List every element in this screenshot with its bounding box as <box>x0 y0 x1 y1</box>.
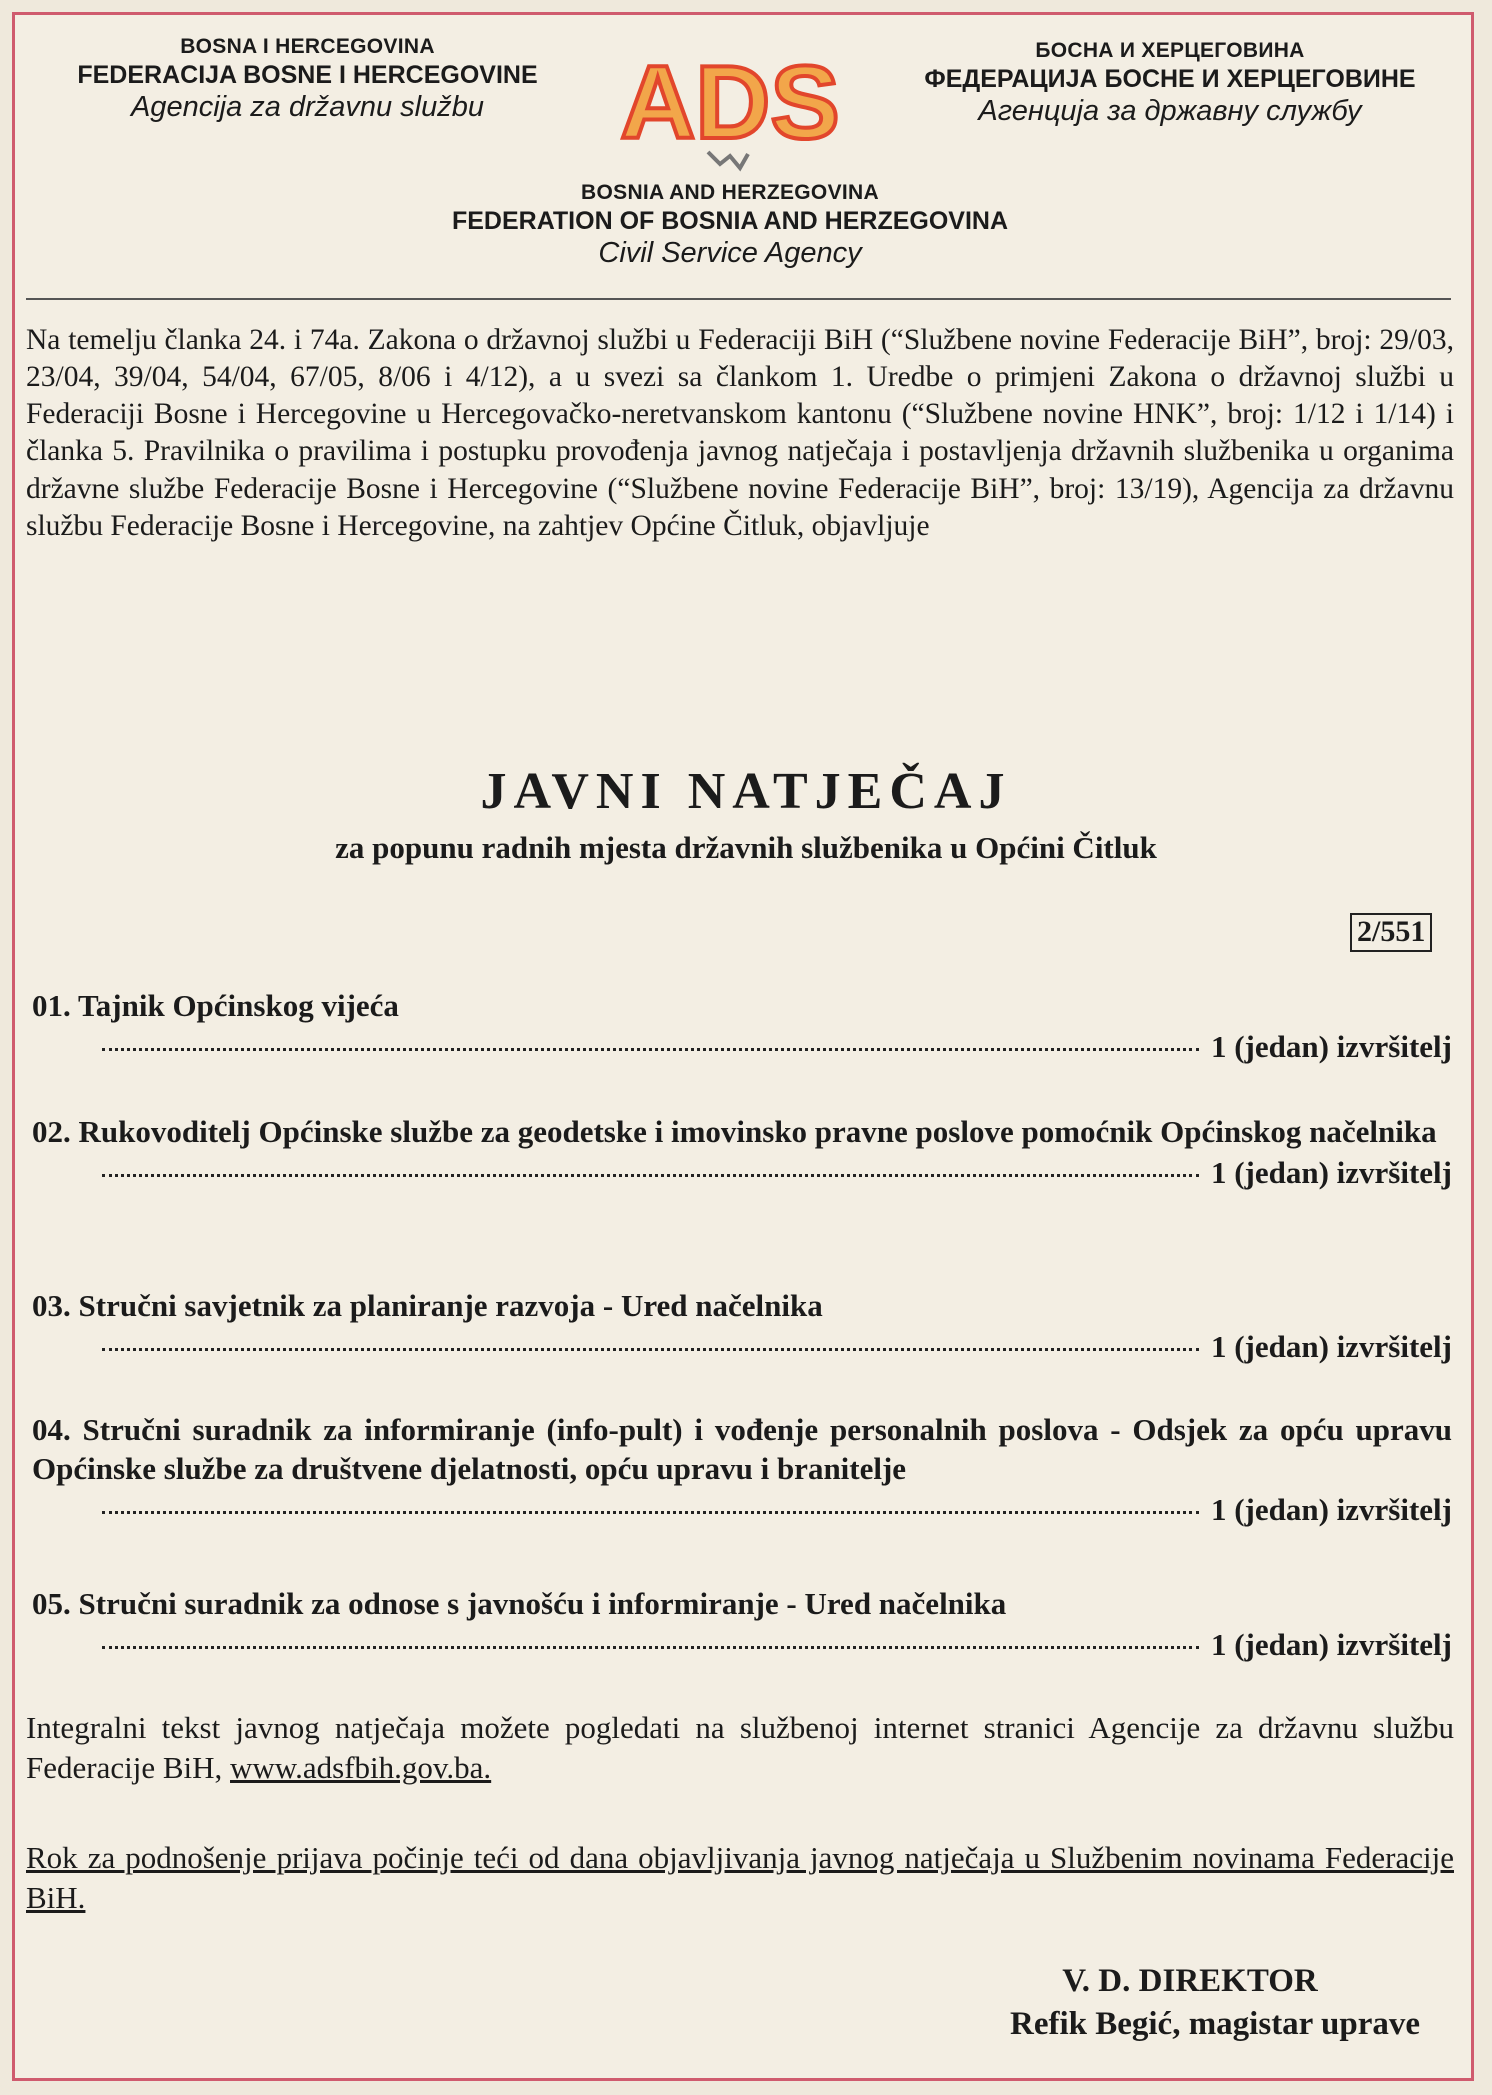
position-item <box>32 1410 1452 1528</box>
header-divider <box>26 298 1451 300</box>
position-title: 02. Rukovoditelj Općinske službe za geodetske i imovinsko pravne poslove pomoćnik Općinskog načelnika <box>32 1114 1437 1149</box>
position-count: 1 (jedan) izvršitelj <box>1210 1492 1452 1528</box>
ads-logo <box>590 40 870 180</box>
announcement-subtitle: za popunu radnih mjesta državnih službenika u Općini Čitluk <box>335 830 1157 865</box>
intro-paragraph: Na temelju članka 24. i 74a. Zakona o državnoj službi u Federaciji BiH (“Službene novine Federacije BiH”, broj: 29/03, 23/04, 39/04, 54/04, 67/05, 8/06 i 4/12), a u svezi sa člankom 1. Uredbe o primjeni Zakona o državnoj službi u Federaciji Bosne i Hercegovine u Hercegovačko-neretvanskom kantonu (“Službene novine HNK”, broj: 1/12 i 1/14) i članka 5. Pravilnika o pravilima i postupku provođenja javnog natječaja i postavljenja državnih službenika u organima državne službe Federacije Bosne i Hercegovine (“Službene novine Federacije BiH”, broj: 13/19), Agencija za državnu službu Federacije Bosne i Hercegovine, na zahtjev Općine Čitluk, objavljuje <box>26 324 1454 542</box>
position-count: 1 (jedan) izvršitelj <box>1210 1029 1452 1065</box>
dot-leader <box>102 1048 1199 1051</box>
header-center-federation: FEDERATION OF BOSNIA AND HERZEGOVINA <box>451 206 1009 235</box>
position-count: 1 (jedan) izvršitelj <box>1210 1329 1452 1365</box>
dot-leader <box>102 1511 1199 1514</box>
position-title: 01. Tajnik Općinskog vijeća <box>32 988 399 1023</box>
position-count-line <box>102 1329 1452 1365</box>
dot-leader <box>102 1646 1199 1649</box>
announcement-title: JAVNI NATJEČAJ <box>480 763 1012 820</box>
position-item <box>32 1584 1452 1663</box>
position-item <box>32 986 1452 1065</box>
position-count-line <box>102 1492 1452 1528</box>
position-count: 1 (jedan) izvršitelj <box>1210 1155 1452 1191</box>
header-center-country: BOSNIA AND HERZEGOVINA <box>581 181 879 204</box>
position-title: 03. Stručni savjetnik za planiranje razvoja - Ured načelnika <box>32 1288 823 1323</box>
header-right-agency: Агенција за државну службу <box>978 95 1362 128</box>
footer-text: Integralni tekst javnog natječaja možete pogledati na službenoj internet stranici Agencije za državnu službu Federacije BiH, <box>26 1710 1454 1786</box>
deadline-notice: Rok za podnošenje prijava počinje teći od dana objavljivanja javnog natječaja u Službenim novinama Federacije BiH. <box>26 1840 1454 1916</box>
header-left-agency: Agencija za državnu službu <box>130 91 485 124</box>
header-right-country: БОСНА И ХЕРЦЕГОВИНА <box>1035 39 1305 62</box>
position-item <box>32 1286 1452 1365</box>
dot-leader <box>102 1348 1199 1351</box>
agency-website-link[interactable]: www.adsfbih.gov.ba. <box>230 1750 492 1786</box>
header-right-cyrillic <box>880 38 1460 129</box>
position-title: 05. Stručni suradnik za odnose s javnošću i informiranje - Ured načelnika <box>32 1586 1007 1621</box>
position-count-line <box>102 1029 1452 1065</box>
position-count: 1 (jedan) izvršitelj <box>1210 1627 1452 1663</box>
signature-block <box>900 1960 1420 2046</box>
header-center-agency: Civil Service Agency <box>598 237 862 270</box>
position-item <box>32 1112 1452 1191</box>
position-title: 04. Stručni suradnik za informiranje (info-pult) i vođenje personalnih poslova - Odsjek za opću upravu Općinske službe za društvene djelatnosti, opću upravu i branitelje <box>32 1412 1452 1487</box>
position-count-line <box>102 1155 1452 1191</box>
ads-logo-text: ADS <box>620 45 840 161</box>
signatory-name: Refik Begić, magistar uprave <box>1009 2005 1420 2042</box>
position-count-line <box>102 1627 1452 1663</box>
header-right-federation: ФЕДЕРАЦИЈА БОСНЕ И ХЕРЦЕГОВИНЕ <box>924 64 1416 93</box>
header-left-latin <box>30 34 585 125</box>
dot-leader <box>102 1174 1199 1177</box>
signatory-role: V. D. DIREKTOR <box>1062 1963 1318 1999</box>
header-left-country: BOSNA I HERCEGOVINA <box>180 35 435 58</box>
reference-number: 2/551 <box>1350 913 1432 952</box>
header-left-federation: FEDERACIJA BOSNE I HERCEGOVINE <box>77 60 538 89</box>
header-center-english <box>380 180 1080 271</box>
footer-info <box>26 1708 1454 1789</box>
